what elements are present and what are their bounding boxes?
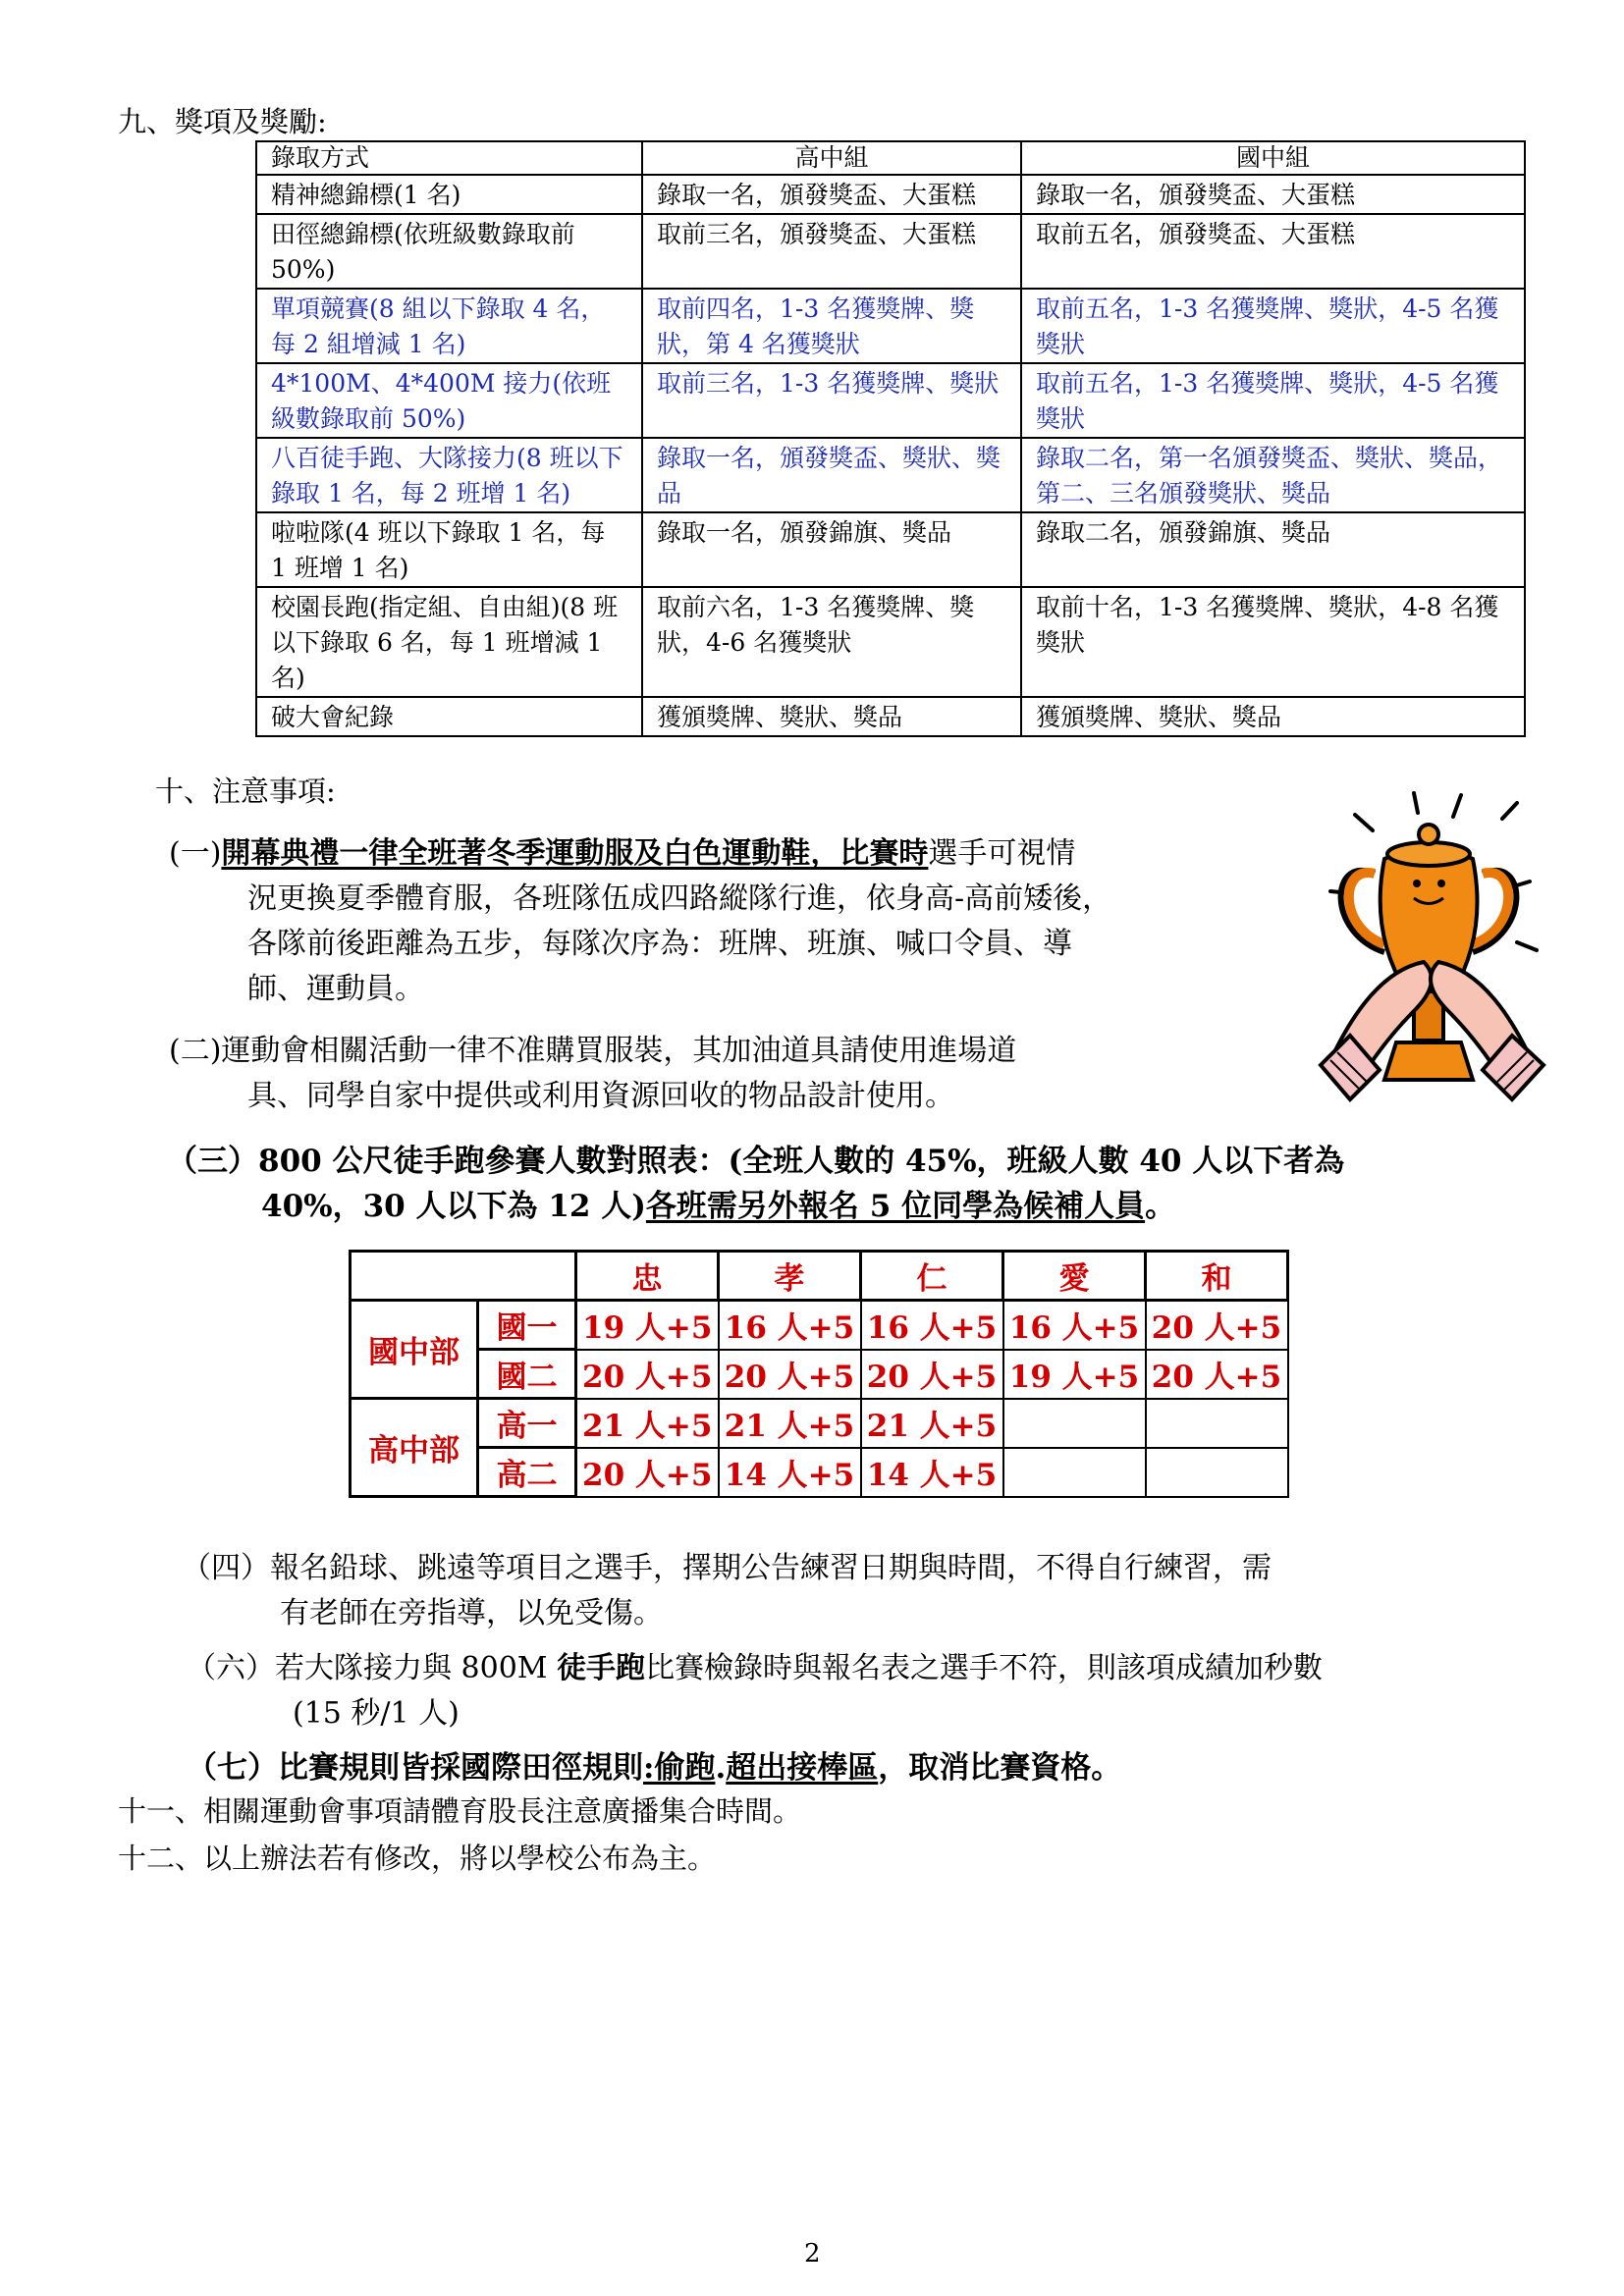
note-7-text-dot: . [715,1750,727,1786]
quota-cell [1003,1448,1146,1497]
quota-group-label: 國中部 [351,1301,478,1399]
quota-cell: 21 人+5 [861,1399,1003,1448]
note-1-line3: 各隊前後距離為五步，每隊次序為：班牌、班旗、喊口令員、導 [247,927,1072,961]
section12-text: 十二、以上辦法若有修改，將以學校公布為主。 [118,1842,717,1875]
quota-cell: 16 人+5 [719,1301,861,1350]
award-junior: 取前五名，1-3 名獲獎牌、獎狀，4-5 名獲獎狀 [1021,289,1525,363]
award-senior: 錄取一名，頒發獎盃、大蛋糕 [642,175,1021,214]
note-item-4 [182,1546,1272,1636]
quota-row [351,1350,1288,1399]
quota-cell [1003,1399,1146,1448]
quota-table [349,1250,1289,1498]
awards-header-senior: 高中組 [642,141,1021,175]
award-junior: 獲頒獎牌、獎狀、獎品 [1021,697,1525,736]
note-7-text-u2: 超出接棒區 [726,1750,879,1786]
page-number: 2 [804,2239,821,2269]
award-senior: 錄取一名，頒發錦旗、獎品 [642,512,1021,587]
note-6-line2: (15 秒/1 人) [293,1696,460,1731]
note-6-line1-b: 比賽檢錄時與報名表之選手不符，則該項成績加秒數 [645,1651,1324,1685]
quota-group-label: 高中部 [351,1399,478,1497]
note-1-line4: 師、運動員。 [247,972,424,1006]
award-senior: 錄取一名，頒發獎盃、獎狀、獎品 [642,438,1021,512]
award-method: 田徑總錦標(依班級數錄取前 50%) [256,214,642,289]
quota-cell [1146,1448,1288,1497]
quota-grade-label: 國二 [478,1350,576,1399]
quota-cell: 20 人+5 [1146,1350,1288,1399]
award-junior: 錄取二名，頒發錦旗、獎品 [1021,512,1525,587]
awards-header-row [256,141,1525,175]
note-1-label: (一) [169,836,222,871]
note-item-6 [187,1646,1323,1736]
section10-heading: 十、注意事項: [155,774,336,808]
award-junior: 取前五名，頒發獎盃、大蛋糕 [1021,214,1525,289]
award-method: 校園長跑(指定組、自由組)(8 班以下錄取 6 名，每 1 班增減 1 名) [256,587,642,697]
awards-row [256,512,1525,587]
quota-col-header: 和 [1146,1252,1288,1301]
section11-text: 十一、相關運動會事項請體育股長注意廣播集合時間。 [118,1794,802,1828]
quota-cell [1146,1399,1288,1448]
award-senior: 取前三名，1-3 名獲獎牌、獎狀 [642,363,1021,438]
quota-grade-label: 國一 [478,1301,576,1350]
section9-heading: 九、獎項及獎勵: [118,105,327,138]
award-method: 啦啦隊(4 班以下錄取 1 名，每 1 班增 1 名) [256,512,642,587]
note-1-line2: 況更換夏季體育服，各班隊伍成四路縱隊行進，依身高-高前矮後， [247,881,1112,916]
awards-row [256,214,1525,289]
note-4-line1: 報名鉛球、跳遠等項目之選手，擇期公告練習日期與時間，不得自行練習，需 [270,1551,1272,1585]
award-junior: 錄取二名，第一名頒發獎盃、獎狀、獎品，第二、三名頒發獎狀、獎品 [1021,438,1525,512]
quota-cell: 20 人+5 [861,1350,1003,1399]
note-7-text-u1: :偷跑 [643,1750,716,1786]
quota-row [351,1399,1288,1448]
awards-header-method: 錄取方式 [256,141,642,175]
award-junior: 取前十名，1-3 名獲獎牌、獎狀，4-8 名獲獎狀 [1021,587,1525,697]
note-1-line1-rest: 選手可視情 [928,836,1076,871]
quota-cell: 14 人+5 [861,1448,1003,1497]
awards-header-junior: 國中組 [1021,141,1525,175]
award-junior: 取前五名，1-3 名獲獎牌、獎狀，4-5 名獲獎狀 [1021,363,1525,438]
note-item-2 [169,1029,1016,1119]
note-7-text-a: 比賽規則皆採國際田徑規則 [278,1750,643,1786]
note-6-line1-bold: 徒手跑 [557,1651,646,1685]
award-method: 八百徒手跑、大隊接力(8 班以下錄取 1 名，每 2 班增 1 名) [256,438,642,512]
quota-cell: 20 人+5 [1146,1301,1288,1350]
quota-cell: 20 人+5 [576,1448,719,1497]
quota-cell: 16 人+5 [1003,1301,1146,1350]
awards-row [256,175,1525,214]
quota-cell: 20 人+5 [576,1350,719,1399]
award-method: 4*100M、4*400M 接力(依班級數錄取前 50%) [256,363,642,438]
note-2-label: (二) [169,1034,222,1068]
quota-cell: 14 人+5 [719,1448,861,1497]
award-senior: 取前三名，頒發獎盃、大蛋糕 [642,214,1021,289]
quota-cell: 20 人+5 [719,1350,861,1399]
quota-cell: 16 人+5 [861,1301,1003,1350]
awards-row [256,363,1525,438]
quota-col-header: 孝 [719,1252,861,1301]
quota-corner-cell [351,1252,576,1301]
note-6-label: （六） [187,1651,275,1685]
quota-cell: 21 人+5 [719,1399,861,1448]
note-2-line1: 運動會相關活動一律不准購買服裝，其加油道具請使用進場道 [221,1034,1017,1068]
note-7-label: （七） [187,1750,278,1786]
note-2-line2: 具、同學自家中提供或利用資源回收的物品設計使用。 [247,1079,954,1113]
note-item-7 [187,1745,1121,1790]
note-item-3 [167,1139,1344,1229]
note-3-line2-underlined: 各班需另外報名 5 位同學為候補人員 [645,1189,1146,1224]
note-4-line2: 有老師在旁指導，以免受傷。 [280,1596,663,1630]
note-item-1 [169,831,1111,1012]
award-senior: 獲頒獎牌、獎狀、獎品 [642,697,1021,736]
award-method: 單項競賽(8 組以下錄取 4 名，每 2 組增減 1 名) [256,289,642,363]
quota-grade-label: 高一 [478,1399,576,1448]
quota-col-header: 忠 [576,1252,719,1301]
awards-row [256,289,1525,363]
note-3-line2-plain: 40%，30 人以下為 12 人) [261,1189,646,1224]
quota-cell: 19 人+5 [1003,1350,1146,1399]
note-7-text-end: ，取消比賽資格。 [878,1750,1122,1786]
award-senior: 取前四名，1-3 名獲獎牌、獎狀，第 4 名獲獎狀 [642,289,1021,363]
quota-row [351,1301,1288,1350]
quota-row [351,1448,1288,1497]
note-6-line1-a: 若大隊接力與 800M [275,1651,558,1685]
awards-row [256,697,1525,736]
award-senior: 取前六名，1-3 名獲獎牌、獎狀，4-6 名獲獎狀 [642,587,1021,697]
awards-table [255,140,1526,737]
note-3-line1: 800 公尺徒手跑參賽人數對照表：(全班人數的 45%，班級人數 40 人以下者為 [258,1144,1345,1179]
award-method: 破大會紀錄 [256,697,642,736]
note-1-emphasis: 開幕典禮一律全班著冬季運動服及白色運動鞋，比賽時 [221,836,929,871]
awards-row [256,438,1525,512]
note-3-label: （三） [167,1144,258,1179]
quota-header-row [351,1252,1288,1301]
note-4-label: （四） [182,1551,270,1585]
quota-col-header: 愛 [1003,1252,1146,1301]
note-3-line2-end: 。 [1145,1189,1176,1224]
quota-cell: 19 人+5 [576,1301,719,1350]
quota-col-header: 仁 [861,1252,1003,1301]
award-method: 精神總錦標(1 名) [256,175,642,214]
award-junior: 錄取一名，頒發獎盃、大蛋糕 [1021,175,1525,214]
quota-grade-label: 高二 [478,1448,576,1497]
quota-cell: 21 人+5 [576,1399,719,1448]
awards-row [256,587,1525,697]
trophy-clipart-image [1316,785,1551,1109]
